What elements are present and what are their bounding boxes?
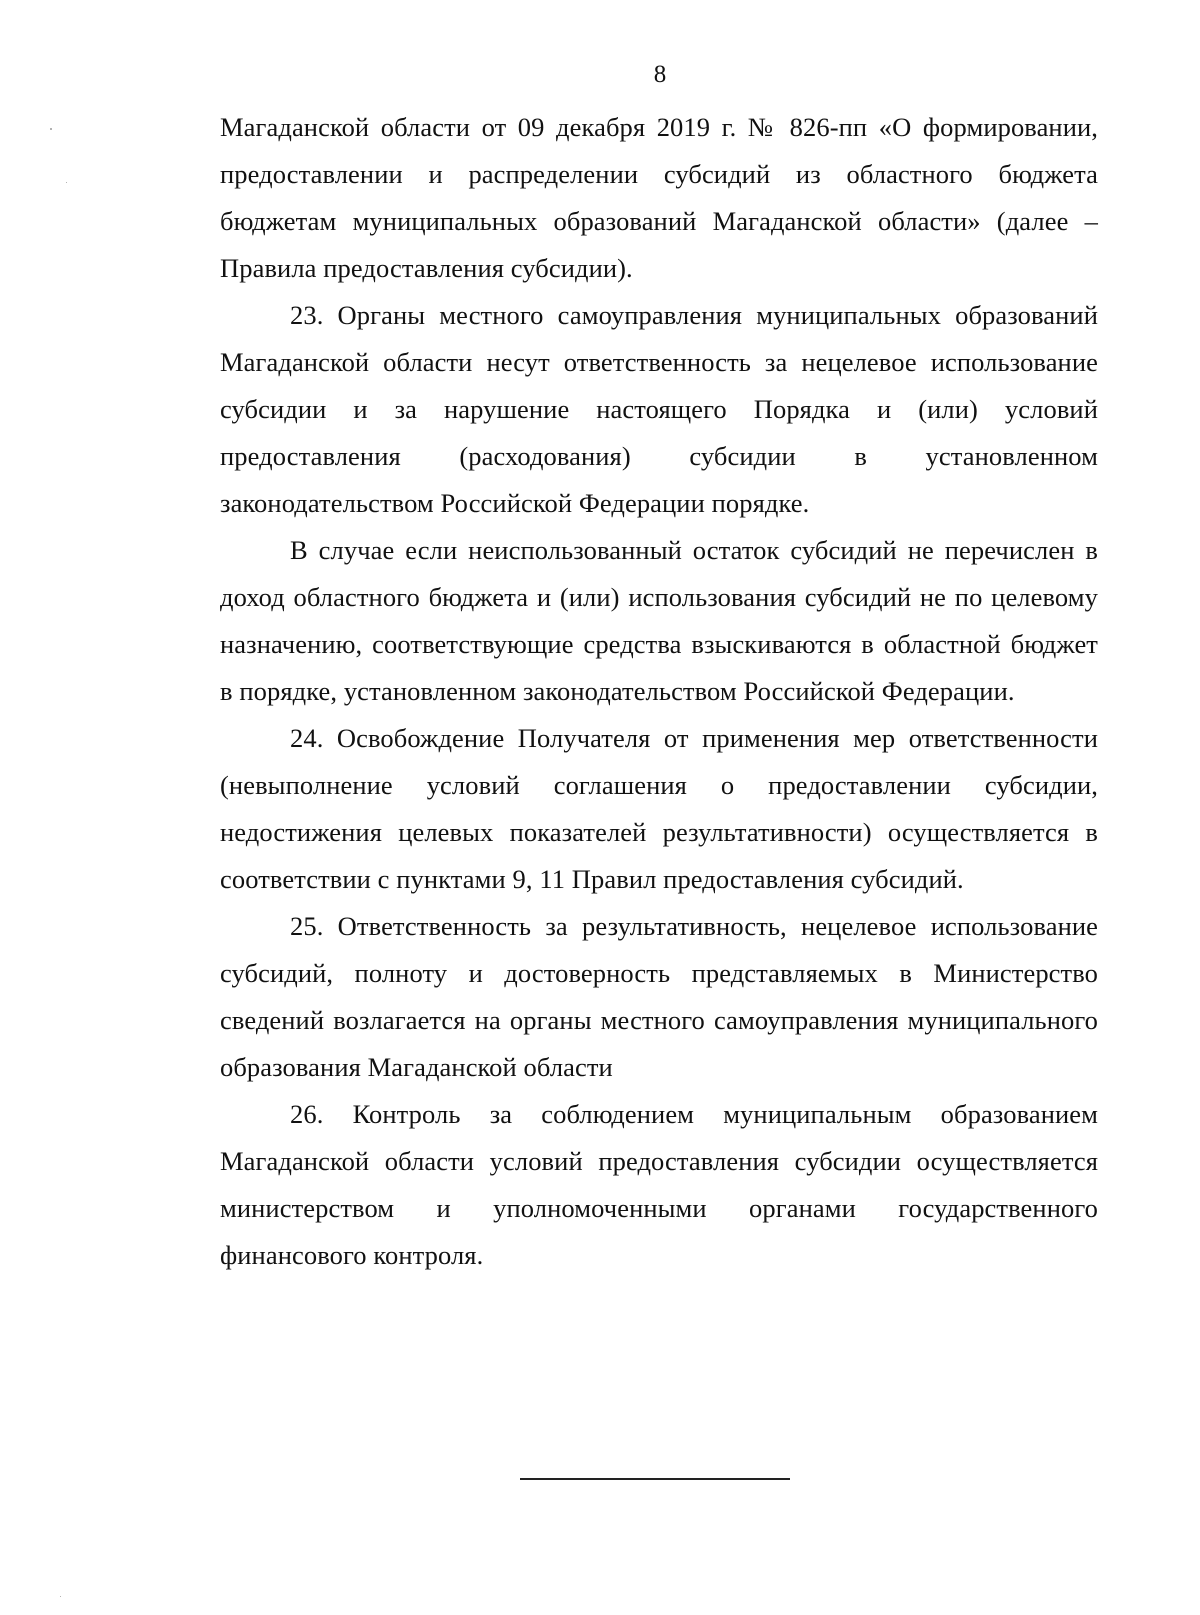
scan-speck	[66, 182, 67, 183]
paragraph-item-25: 25. Ответственность за результативность, нецелевое использование субсидий, полноту и достоверность представляемых в Министерство сведений возлагается на органы местного самоуправления муниципального образования Магаданской области	[220, 911, 1098, 1082]
scan-speck	[60, 1596, 61, 1597]
paragraph-item-26: 26. Контроль за соблюдением муниципальным образованием Магаданской области условий предоставления субсидии осуществляется министерством и уполномоченными органами государственного финансового контроля.	[220, 1099, 1098, 1270]
scan-speck	[50, 128, 52, 130]
page-number: 8	[653, 61, 667, 88]
document-body	[220, 104, 1098, 1279]
paragraph-unused-balance: В случае если неиспользованный остаток субсидий не перечислен в доход областного бюджета и (или) использования субсидий не по целевому назначению, соответствующие средства взыскиваются в областной бюджет в порядке, установленном законодательством Российской Федерации.	[220, 535, 1098, 706]
paragraph-item-24: 24. Освобождение Получателя от применения мер ответственности (невыполнение условий соглашения о предоставлении субсидии, недостижения целевых показателей результативности) осуществляется в соответствии с пунктами 9, 11 Правил предоставления субсидий.	[220, 723, 1098, 894]
end-of-document-rule	[520, 1478, 790, 1480]
paragraph-item-23: 23. Органы местного самоуправления муниципальных образований Магаданской области несут ответственность за нецелевое использование субсидии и за нарушение настоящего Порядка и (или) условий предоставления (расходования) субсидии в установленном законодательством Российской Федерации порядке.	[220, 300, 1098, 518]
paragraph-continuation: Магаданской области от 09 декабря 2019 г. № 826-пп «О формировании, предоставлении и распределении субсидий из областного бюджета бюджетам муниципальных образований Магаданской области» (далее – Правила предоставления субсидии).	[220, 112, 1098, 283]
